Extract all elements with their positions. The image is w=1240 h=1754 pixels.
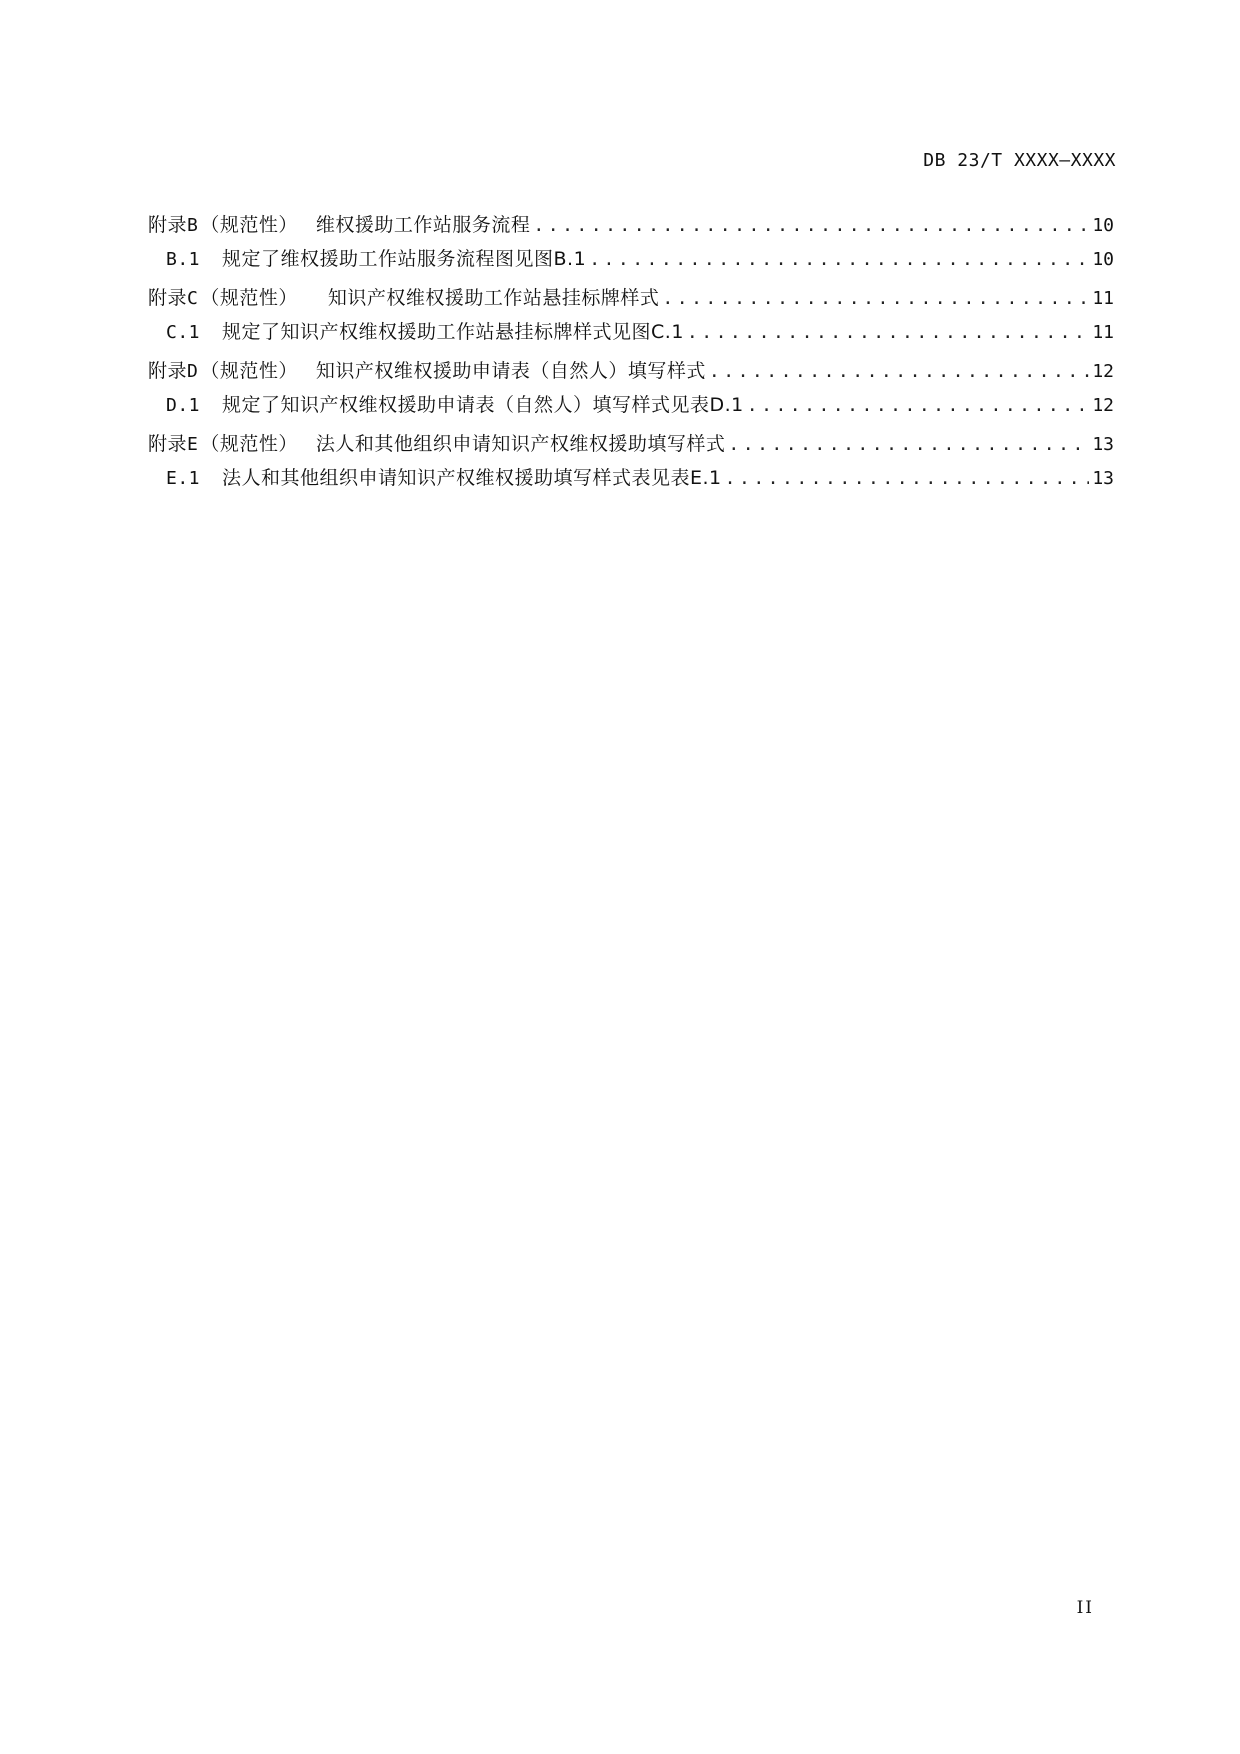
toc-entry-annex-e[interactable] xyxy=(148,429,1114,463)
toc-entry-type: （规范性） xyxy=(200,287,298,309)
toc-entry-title: 法人和其他组织申请知识产权维权援助填写样式 xyxy=(315,433,726,455)
toc-leader-dots xyxy=(662,288,1089,309)
toc-entry-page: 12 xyxy=(1092,395,1114,416)
toc-entry-title: 规定了知识产权维权援助申请表（自然人）填写样式见表D.1 xyxy=(222,394,744,416)
toc-leader-dots xyxy=(728,434,1089,455)
toc-entry-label xyxy=(166,317,684,344)
toc-entry-annex-code: C xyxy=(187,288,199,309)
toc-leader-dots xyxy=(589,249,1089,270)
toc-entry-title: 知识产权维权援助申请表（自然人）填写样式 xyxy=(315,360,706,382)
toc-entry-prefix: 附录 xyxy=(148,433,188,455)
toc-entry-title: 规定了知识产权维权援助工作站悬挂标牌样式见图C.1 xyxy=(222,321,684,343)
toc-entry-page: 11 xyxy=(1092,322,1114,343)
toc-entry-annex-c[interactable] xyxy=(148,283,1114,317)
toc-entry-e-1[interactable] xyxy=(148,463,1114,497)
toc-entry-label xyxy=(166,244,586,271)
toc-leader-dots xyxy=(747,395,1090,416)
table-of-contents xyxy=(148,210,1114,497)
toc-entry-page: 13 xyxy=(1092,468,1114,489)
toc-entry-prefix: 附录 xyxy=(148,287,188,309)
toc-entry-page: 12 xyxy=(1092,361,1114,382)
toc-entry-annex-code: D xyxy=(187,361,199,382)
toc-entry-number: C.1 xyxy=(166,322,201,343)
toc-leader-dots xyxy=(709,361,1089,382)
toc-entry-d-1[interactable] xyxy=(148,390,1114,424)
toc-entry-page: 11 xyxy=(1092,288,1114,309)
toc-leader-dots xyxy=(725,468,1090,489)
toc-entry-title: 知识产权维权援助工作站悬挂标牌样式 xyxy=(327,287,660,309)
toc-entry-label xyxy=(166,463,722,490)
toc-entry-prefix: 附录 xyxy=(148,214,188,236)
toc-entry-c-1[interactable] xyxy=(148,317,1114,351)
toc-entry-label xyxy=(166,390,744,417)
toc-entry-annex-d[interactable] xyxy=(148,356,1114,390)
toc-entry-number: E.1 xyxy=(166,468,201,489)
toc-entry-label xyxy=(148,429,725,456)
toc-entry-type: （规范性） xyxy=(200,433,298,455)
toc-entry-label xyxy=(148,356,706,383)
toc-entry-page: 13 xyxy=(1092,434,1114,455)
toc-entry-number: B.1 xyxy=(166,249,201,270)
toc-entry-title: 维权援助工作站服务流程 xyxy=(315,214,531,236)
toc-entry-title: 规定了维权援助工作站服务流程图见图B.1 xyxy=(222,248,587,270)
toc-entry-prefix: 附录 xyxy=(148,360,188,382)
toc-entry-type: （规范性） xyxy=(200,214,298,236)
toc-entry-annex-b[interactable] xyxy=(148,210,1114,244)
toc-entry-title: 法人和其他组织申请知识产权维权援助填写样式表见表E.1 xyxy=(222,467,722,489)
toc-entry-annex-code: B xyxy=(187,215,199,236)
toc-entry-page: 10 xyxy=(1092,215,1114,236)
document-code: DB 23/T XXXX—XXXX xyxy=(923,150,1116,171)
toc-leader-dots xyxy=(533,215,1089,236)
toc-entry-page: 10 xyxy=(1092,249,1114,270)
page-number: II xyxy=(1076,1598,1094,1618)
toc-entry-label xyxy=(148,283,659,310)
toc-entry-annex-code: E xyxy=(187,434,199,455)
toc-entry-label xyxy=(148,210,530,237)
toc-leader-dots xyxy=(687,322,1089,343)
toc-entry-b-1[interactable] xyxy=(148,244,1114,278)
toc-entry-type: （规范性） xyxy=(200,360,298,382)
toc-entry-number: D.1 xyxy=(166,395,201,416)
